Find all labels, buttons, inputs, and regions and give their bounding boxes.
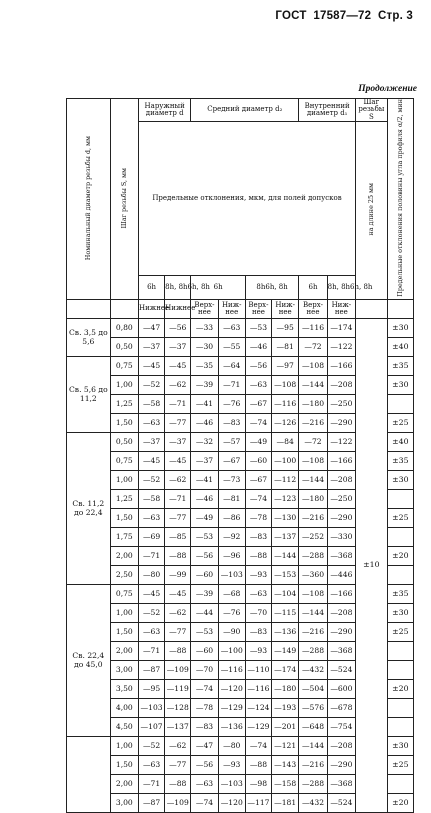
value-cell: —124 bbox=[245, 699, 271, 718]
value-cell: —49 bbox=[245, 433, 271, 452]
angle-cell: ±35 bbox=[387, 357, 413, 376]
value-cell: —290 bbox=[327, 756, 355, 775]
header-pitch: Шаг резьбы S, мм bbox=[110, 99, 138, 300]
page-number: Стр. 3 bbox=[378, 10, 413, 22]
diameter-cell: Св. 11,2 до 22,4 bbox=[67, 433, 111, 585]
value-cell: —116 bbox=[218, 661, 245, 680]
value-cell: —108 bbox=[272, 376, 299, 395]
angle-cell: ±35 bbox=[387, 585, 413, 604]
value-cell: —129 bbox=[218, 699, 245, 718]
value-cell: —81 bbox=[272, 338, 299, 357]
value-cell: —57 bbox=[218, 433, 245, 452]
value-cell: —95 bbox=[139, 680, 165, 699]
value-cell: —56 bbox=[245, 357, 271, 376]
value-cell: —67 bbox=[245, 471, 271, 490]
value-cell: —137 bbox=[165, 718, 191, 737]
pitch-cell: 2,00 bbox=[110, 642, 138, 661]
value-cell: —63 bbox=[139, 509, 165, 528]
pitch-cell: 1,50 bbox=[110, 414, 138, 433]
value-cell: —368 bbox=[327, 642, 355, 661]
value-cell: —71 bbox=[165, 395, 191, 414]
header-field-inner-8h: 8h, 8h6h, 8h bbox=[327, 276, 355, 300]
pitch-cell: 1,00 bbox=[110, 737, 138, 756]
diameter-cell: Св. 3,5 до 5,6 bbox=[67, 319, 111, 357]
pitch-cell: 1,50 bbox=[110, 623, 138, 642]
pitch-cell: 3,50 bbox=[110, 680, 138, 699]
value-cell: —87 bbox=[139, 794, 165, 813]
value-cell: —52 bbox=[139, 376, 165, 395]
value-cell: —63 bbox=[245, 376, 271, 395]
value-cell: —47 bbox=[191, 737, 218, 756]
value-cell: —63 bbox=[139, 756, 165, 775]
value-cell: —180 bbox=[299, 490, 327, 509]
pitch-cell: 1,25 bbox=[110, 490, 138, 509]
value-cell: —74 bbox=[245, 414, 271, 433]
value-cell: —37 bbox=[165, 433, 191, 452]
value-cell: —78 bbox=[191, 699, 218, 718]
value-cell: —44 bbox=[191, 604, 218, 623]
value-cell: —86 bbox=[218, 509, 245, 528]
angle-cell: ±35 bbox=[387, 452, 413, 471]
value-cell: —30 bbox=[191, 338, 218, 357]
value-cell: —100 bbox=[218, 642, 245, 661]
value-cell: —88 bbox=[245, 756, 271, 775]
header-middle-upper-8h: Верх- нее bbox=[245, 300, 271, 319]
header-field-outer-6h: 6h bbox=[139, 276, 165, 300]
header-middle-lower-6h: Ниж- нее bbox=[218, 300, 245, 319]
value-cell: —446 bbox=[327, 566, 355, 585]
angle-cell bbox=[387, 490, 413, 509]
header-middle-upper-6h: Верх- нее bbox=[191, 300, 218, 319]
value-cell: —208 bbox=[327, 604, 355, 623]
value-cell: —126 bbox=[272, 414, 299, 433]
value-cell: —60 bbox=[245, 452, 271, 471]
value-cell: —62 bbox=[165, 737, 191, 756]
angle-cell: ±25 bbox=[387, 414, 413, 433]
value-cell: —39 bbox=[191, 376, 218, 395]
header-inner-diameter: Внутренний диаметр d₁ bbox=[299, 99, 356, 122]
value-cell: —216 bbox=[299, 509, 327, 528]
pitch-cell: 1,50 bbox=[110, 509, 138, 528]
value-cell: —130 bbox=[272, 509, 299, 528]
value-cell: —107 bbox=[139, 718, 165, 737]
value-cell: —78 bbox=[245, 509, 271, 528]
diameter-cell bbox=[67, 737, 111, 813]
page-header bbox=[275, 10, 413, 22]
pitch-cell: 4,50 bbox=[110, 718, 138, 737]
value-cell: —112 bbox=[272, 471, 299, 490]
value-cell: —37 bbox=[165, 338, 191, 357]
angle-cell: ±30 bbox=[387, 376, 413, 395]
value-cell: —58 bbox=[139, 395, 165, 414]
value-cell: —80 bbox=[139, 566, 165, 585]
pitch-cell: 1,75 bbox=[110, 528, 138, 547]
value-cell: —208 bbox=[327, 737, 355, 756]
value-cell: —41 bbox=[191, 471, 218, 490]
pitch-cell: 0,50 bbox=[110, 433, 138, 452]
header-field-middle-6h: 6h bbox=[191, 276, 246, 300]
angle-cell: ±40 bbox=[387, 338, 413, 357]
header-outer-lower-6h: Нижнее bbox=[139, 300, 165, 319]
header-outer-lower-8h: Нижнее bbox=[165, 300, 191, 319]
value-cell: —63 bbox=[139, 623, 165, 642]
header-row-4 bbox=[67, 300, 414, 319]
angle-cell: ±30 bbox=[387, 604, 413, 623]
pitch-cell: 1,50 bbox=[110, 756, 138, 775]
angle-cell: ±25 bbox=[387, 509, 413, 528]
value-cell: —71 bbox=[139, 547, 165, 566]
value-cell: —143 bbox=[272, 756, 299, 775]
value-cell: —74 bbox=[245, 737, 271, 756]
value-cell: —60 bbox=[191, 566, 218, 585]
value-cell: —123 bbox=[272, 490, 299, 509]
value-cell: —144 bbox=[299, 737, 327, 756]
value-cell: —74 bbox=[245, 490, 271, 509]
header-middle-diameter: Средний диаметр d₂ bbox=[191, 99, 299, 122]
value-cell: —576 bbox=[299, 699, 327, 718]
value-cell: —208 bbox=[327, 376, 355, 395]
value-cell: —103 bbox=[139, 699, 165, 718]
pitch-cell: 1,25 bbox=[110, 395, 138, 414]
value-cell: —103 bbox=[218, 566, 245, 585]
value-cell: —62 bbox=[165, 604, 191, 623]
header-row-1 bbox=[67, 99, 414, 122]
value-cell: —117 bbox=[245, 794, 271, 813]
value-cell: —180 bbox=[272, 680, 299, 699]
angle-cell bbox=[387, 661, 413, 680]
value-cell: —93 bbox=[218, 756, 245, 775]
value-cell: —144 bbox=[299, 604, 327, 623]
value-cell: —74 bbox=[191, 680, 218, 699]
angle-cell: ±30 bbox=[387, 737, 413, 756]
value-cell: —119 bbox=[165, 680, 191, 699]
value-cell: —64 bbox=[218, 357, 245, 376]
header-middle-lower-8h: Ниж- нее bbox=[272, 300, 299, 319]
value-cell: —144 bbox=[272, 547, 299, 566]
value-cell: —37 bbox=[191, 452, 218, 471]
angle-cell bbox=[387, 718, 413, 737]
value-cell: —504 bbox=[299, 680, 327, 699]
pitch-cell: 1,00 bbox=[110, 604, 138, 623]
value-cell: —80 bbox=[218, 737, 245, 756]
angle-cell bbox=[387, 528, 413, 547]
value-cell: —77 bbox=[165, 509, 191, 528]
standard-label: ГОСТ bbox=[275, 10, 307, 22]
value-cell: —62 bbox=[165, 376, 191, 395]
angle-cell: ±25 bbox=[387, 623, 413, 642]
value-cell: —109 bbox=[165, 661, 191, 680]
value-cell: —149 bbox=[272, 642, 299, 661]
value-cell: —288 bbox=[299, 775, 327, 794]
pitch-cell: 0,75 bbox=[110, 585, 138, 604]
value-cell: —290 bbox=[327, 509, 355, 528]
value-cell: —53 bbox=[245, 319, 271, 338]
value-cell: —58 bbox=[139, 490, 165, 509]
value-cell: —93 bbox=[245, 642, 271, 661]
header-pitch-tolerance: Шаг резьбы S bbox=[356, 99, 388, 122]
value-cell: —201 bbox=[272, 718, 299, 737]
value-cell: —60 bbox=[191, 642, 218, 661]
value-cell: —166 bbox=[327, 357, 355, 376]
header-outer-diameter: Наружный диаметр d bbox=[139, 99, 191, 122]
value-cell: —52 bbox=[139, 604, 165, 623]
value-cell: —84 bbox=[272, 433, 299, 452]
pitch-cell: 0,75 bbox=[110, 357, 138, 376]
value-cell: —136 bbox=[218, 718, 245, 737]
pitch-cell: 3,00 bbox=[110, 661, 138, 680]
angle-cell: ±20 bbox=[387, 680, 413, 699]
value-cell: —76 bbox=[218, 604, 245, 623]
value-cell: —63 bbox=[139, 414, 165, 433]
value-cell: —120 bbox=[218, 680, 245, 699]
value-cell: —52 bbox=[139, 471, 165, 490]
angle-cell: ±20 bbox=[387, 547, 413, 566]
value-cell: —432 bbox=[299, 794, 327, 813]
value-cell: —45 bbox=[139, 357, 165, 376]
tolerance-table bbox=[66, 98, 414, 813]
value-cell: —71 bbox=[139, 775, 165, 794]
value-cell: —216 bbox=[299, 623, 327, 642]
value-cell: —524 bbox=[327, 661, 355, 680]
pitch-cell: 0,80 bbox=[110, 319, 138, 338]
value-cell: —37 bbox=[139, 338, 165, 357]
value-cell: —108 bbox=[299, 585, 327, 604]
value-cell: —115 bbox=[272, 604, 299, 623]
header-thread-length: на длине 25 мм bbox=[356, 122, 388, 300]
value-cell: —432 bbox=[299, 661, 327, 680]
angle-cell: ±25 bbox=[387, 756, 413, 775]
value-cell: —360 bbox=[299, 566, 327, 585]
value-cell: —116 bbox=[272, 395, 299, 414]
value-cell: —216 bbox=[299, 414, 327, 433]
value-cell: —72 bbox=[299, 433, 327, 452]
pitch-cell: 2,00 bbox=[110, 547, 138, 566]
value-cell: —74 bbox=[191, 794, 218, 813]
value-cell: —96 bbox=[218, 547, 245, 566]
value-cell: —70 bbox=[191, 661, 218, 680]
value-cell: —83 bbox=[245, 528, 271, 547]
value-cell: —128 bbox=[165, 699, 191, 718]
value-cell: —53 bbox=[191, 623, 218, 642]
value-cell: —368 bbox=[327, 547, 355, 566]
value-cell: —122 bbox=[327, 338, 355, 357]
value-cell: —70 bbox=[245, 604, 271, 623]
value-cell: —83 bbox=[218, 414, 245, 433]
value-cell: —71 bbox=[139, 642, 165, 661]
value-cell: —67 bbox=[245, 395, 271, 414]
value-cell: —137 bbox=[272, 528, 299, 547]
value-cell: —252 bbox=[299, 528, 327, 547]
value-cell: —45 bbox=[165, 452, 191, 471]
angle-cell: ±30 bbox=[387, 319, 413, 338]
value-cell: —136 bbox=[272, 623, 299, 642]
value-cell: —110 bbox=[245, 661, 271, 680]
value-cell: —69 bbox=[139, 528, 165, 547]
value-cell: —63 bbox=[218, 319, 245, 338]
value-cell: —166 bbox=[327, 585, 355, 604]
value-cell: —33 bbox=[191, 319, 218, 338]
value-cell: —158 bbox=[272, 775, 299, 794]
value-cell: —45 bbox=[165, 585, 191, 604]
value-cell: —153 bbox=[272, 566, 299, 585]
value-cell: —144 bbox=[299, 376, 327, 395]
header-field-middle-8h: 8h6h, 8h bbox=[245, 276, 298, 300]
value-cell: —56 bbox=[191, 547, 218, 566]
value-cell: —208 bbox=[327, 471, 355, 490]
pitch-cell: 1,00 bbox=[110, 376, 138, 395]
value-cell: —166 bbox=[327, 452, 355, 471]
value-cell: —250 bbox=[327, 490, 355, 509]
value-cell: —63 bbox=[191, 775, 218, 794]
value-cell: —68 bbox=[218, 585, 245, 604]
value-cell: —288 bbox=[299, 547, 327, 566]
value-cell: —81 bbox=[218, 490, 245, 509]
value-cell: —109 bbox=[165, 794, 191, 813]
value-cell: —330 bbox=[327, 528, 355, 547]
value-cell: —39 bbox=[191, 585, 218, 604]
pitch-cell: 1,00 bbox=[110, 471, 138, 490]
value-cell: —55 bbox=[218, 338, 245, 357]
table-row bbox=[67, 319, 414, 338]
value-cell: —88 bbox=[165, 642, 191, 661]
value-cell: —97 bbox=[272, 357, 299, 376]
value-cell: —92 bbox=[218, 528, 245, 547]
value-cell: —290 bbox=[327, 623, 355, 642]
angle-cell bbox=[387, 566, 413, 585]
value-cell: —181 bbox=[272, 794, 299, 813]
value-cell: —41 bbox=[191, 395, 218, 414]
value-cell: —56 bbox=[165, 319, 191, 338]
header-field-outer-8h: 8h, 8h6h, 8h bbox=[165, 276, 191, 300]
angle-cell: ±20 bbox=[387, 794, 413, 813]
value-cell: —121 bbox=[272, 737, 299, 756]
pitch-tolerance-cell: ±10 bbox=[356, 319, 388, 813]
value-cell: —216 bbox=[299, 756, 327, 775]
pitch-cell: 3,00 bbox=[110, 794, 138, 813]
value-cell: —174 bbox=[327, 319, 355, 338]
pitch-cell: 4,00 bbox=[110, 699, 138, 718]
value-cell: —290 bbox=[327, 414, 355, 433]
header-field-inner-6h: 6h bbox=[299, 276, 327, 300]
value-cell: —87 bbox=[139, 661, 165, 680]
value-cell: —95 bbox=[272, 319, 299, 338]
value-cell: —56 bbox=[191, 756, 218, 775]
diameter-cell: Св. 5,6 до 11,2 bbox=[67, 357, 111, 433]
value-cell: —288 bbox=[299, 642, 327, 661]
value-cell: —45 bbox=[139, 452, 165, 471]
value-cell: —46 bbox=[191, 414, 218, 433]
value-cell: —83 bbox=[245, 623, 271, 642]
value-cell: —67 bbox=[218, 452, 245, 471]
value-cell: —37 bbox=[139, 433, 165, 452]
value-cell: —71 bbox=[165, 490, 191, 509]
value-cell: —144 bbox=[299, 471, 327, 490]
pitch-cell: 0,50 bbox=[110, 338, 138, 357]
angle-cell bbox=[387, 642, 413, 661]
value-cell: —53 bbox=[191, 528, 218, 547]
value-cell: —46 bbox=[191, 490, 218, 509]
header-angle: Предельные отклонения половины угла профиля α/2, мин bbox=[387, 99, 413, 300]
value-cell: —83 bbox=[191, 718, 218, 737]
value-cell: —98 bbox=[245, 775, 271, 794]
value-cell: —52 bbox=[139, 737, 165, 756]
value-cell: —104 bbox=[272, 585, 299, 604]
value-cell: —49 bbox=[191, 509, 218, 528]
value-cell: —108 bbox=[299, 357, 327, 376]
value-cell: —77 bbox=[165, 756, 191, 775]
value-cell: —46 bbox=[245, 338, 271, 357]
table-body bbox=[67, 319, 414, 813]
value-cell: —99 bbox=[165, 566, 191, 585]
value-cell: —45 bbox=[165, 357, 191, 376]
value-cell: —77 bbox=[165, 414, 191, 433]
value-cell: —63 bbox=[245, 585, 271, 604]
angle-cell: ±40 bbox=[387, 433, 413, 452]
value-cell: —35 bbox=[191, 357, 218, 376]
value-cell: —71 bbox=[218, 376, 245, 395]
header-inner-lower: Ниж- нее bbox=[327, 300, 355, 319]
value-cell: —180 bbox=[299, 395, 327, 414]
value-cell: —76 bbox=[218, 395, 245, 414]
value-cell: —754 bbox=[327, 718, 355, 737]
value-cell: —648 bbox=[299, 718, 327, 737]
value-cell: —250 bbox=[327, 395, 355, 414]
value-cell: —524 bbox=[327, 794, 355, 813]
value-cell: —174 bbox=[272, 661, 299, 680]
value-cell: —122 bbox=[327, 433, 355, 452]
angle-cell: ±30 bbox=[387, 471, 413, 490]
value-cell: —88 bbox=[165, 775, 191, 794]
value-cell: —678 bbox=[327, 699, 355, 718]
value-cell: —88 bbox=[165, 547, 191, 566]
value-cell: —116 bbox=[245, 680, 271, 699]
angle-cell bbox=[387, 395, 413, 414]
value-cell: —103 bbox=[218, 775, 245, 794]
angle-cell bbox=[387, 699, 413, 718]
value-cell: —100 bbox=[272, 452, 299, 471]
value-cell: —73 bbox=[218, 471, 245, 490]
value-cell: —62 bbox=[165, 471, 191, 490]
continuation-label: Продолжение bbox=[358, 84, 417, 94]
header-nominal-diameter: Номинальный диаметр резьбы d, мм bbox=[67, 99, 111, 300]
value-cell: —72 bbox=[299, 338, 327, 357]
value-cell: —108 bbox=[299, 452, 327, 471]
value-cell: —120 bbox=[218, 794, 245, 813]
value-cell: —600 bbox=[327, 680, 355, 699]
diameter-cell: Св. 22,4 до 45,0 bbox=[67, 585, 111, 737]
value-cell: —93 bbox=[245, 566, 271, 585]
value-cell: —88 bbox=[245, 547, 271, 566]
value-cell: —77 bbox=[165, 623, 191, 642]
header-inner-upper: Верх- нее bbox=[299, 300, 327, 319]
value-cell: —193 bbox=[272, 699, 299, 718]
value-cell: —47 bbox=[139, 319, 165, 338]
pitch-cell: 0,75 bbox=[110, 452, 138, 471]
pitch-cell: 2,00 bbox=[110, 775, 138, 794]
value-cell: —368 bbox=[327, 775, 355, 794]
standard-number: 17587—72 bbox=[313, 10, 372, 22]
angle-cell bbox=[387, 775, 413, 794]
value-cell: —116 bbox=[299, 319, 327, 338]
value-cell: —129 bbox=[245, 718, 271, 737]
value-cell: —90 bbox=[218, 623, 245, 642]
header-deviations: Предельные отклонения, мкм, для полей допусков bbox=[139, 122, 356, 276]
pitch-cell: 2,50 bbox=[110, 566, 138, 585]
value-cell: —32 bbox=[191, 433, 218, 452]
value-cell: —85 bbox=[165, 528, 191, 547]
value-cell: —45 bbox=[139, 585, 165, 604]
